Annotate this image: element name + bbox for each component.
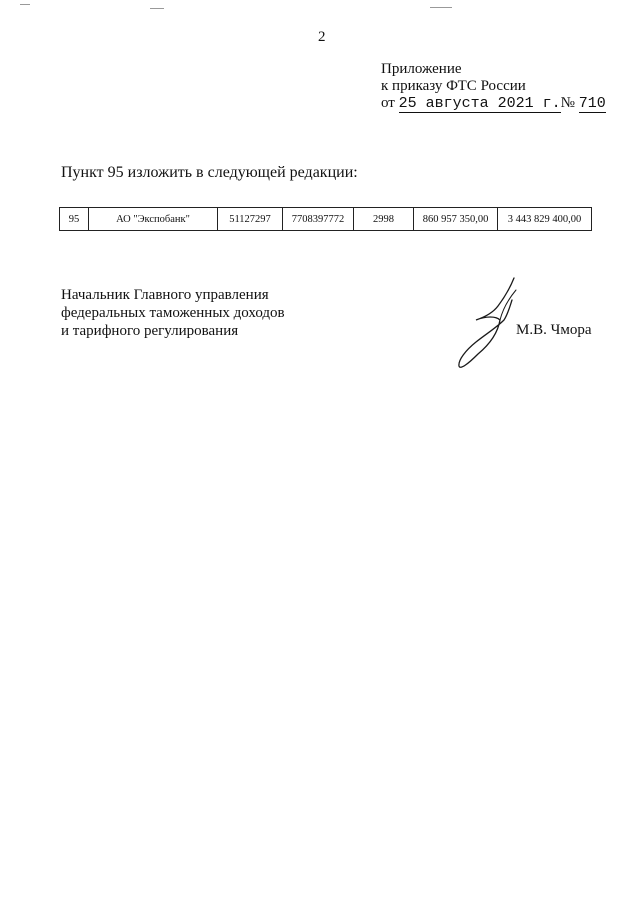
signer-position-line: федеральных таможенных доходов [61, 305, 285, 321]
cell-item-number: 95 [60, 208, 89, 231]
appendix-number: 710 [578, 95, 606, 112]
signer-position-line: Начальник Главного управления [61, 287, 269, 303]
appendix-number-sign: № [560, 95, 575, 111]
scan-noise [150, 8, 164, 9]
instruction-text: Пункт 95 изложить в следующей редакции: [61, 164, 358, 181]
cell-amount-2: 3 443 829 400,00 [498, 208, 592, 231]
cell-reg-number: 2998 [354, 208, 414, 231]
scan-noise [20, 4, 30, 5]
page-number: 2 [318, 29, 326, 45]
signer-position-line: и тарифного регулирования [61, 323, 239, 339]
bank-table [59, 207, 592, 231]
appendix-title: Приложение [381, 61, 462, 77]
cell-amount-1: 860 957 350,00 [414, 208, 498, 231]
appendix-date: 25 августа 2021 г. [398, 95, 561, 112]
appendix-order-ref: к приказу ФТС России [381, 78, 526, 94]
scan-noise [430, 7, 452, 8]
appendix-date-line [381, 95, 606, 112]
cell-inn: 7708397772 [283, 208, 354, 231]
signer-position [61, 286, 285, 340]
cell-okpo: 51127297 [218, 208, 283, 231]
appendix-date-prefix: от [381, 95, 395, 111]
cell-bank-name: АО "Экспобанк" [89, 208, 218, 231]
table-row [60, 208, 592, 231]
signer-name: М.В. Чмора [516, 322, 592, 338]
appendix-header [381, 61, 606, 112]
